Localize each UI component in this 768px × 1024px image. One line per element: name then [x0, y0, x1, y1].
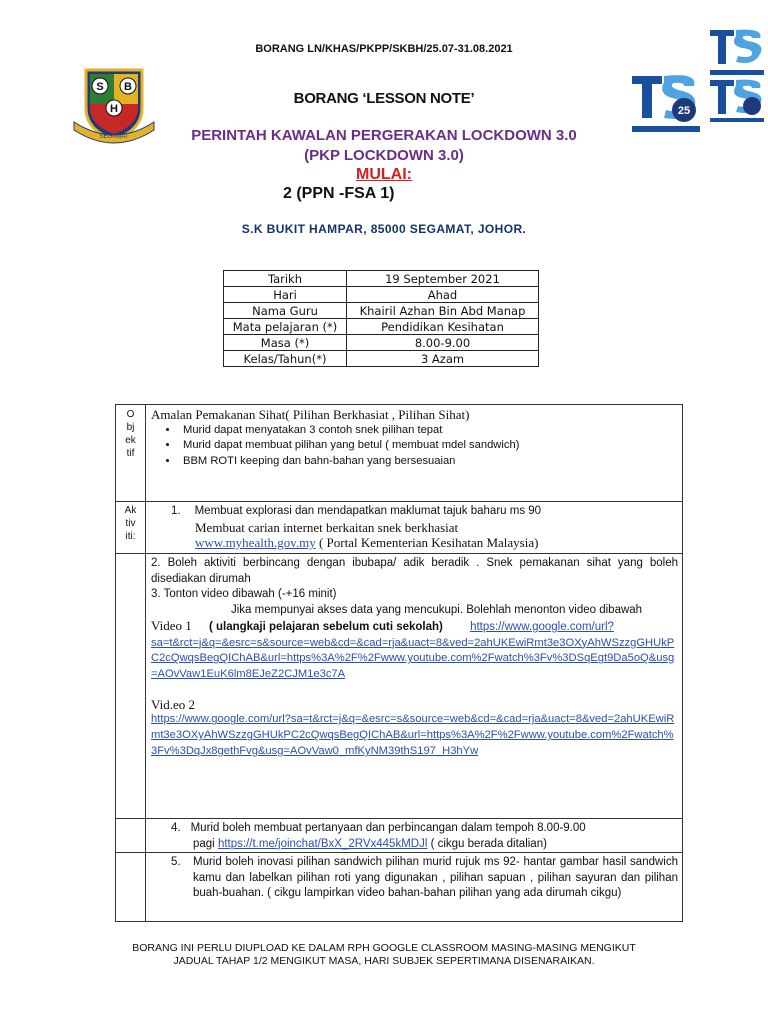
item-number: 1.: [171, 505, 181, 517]
form-title: BORANG ‘LESSON NOTE’: [293, 90, 475, 107]
telegram-link-note: ( cikgu berada ditalian): [427, 837, 547, 850]
info-value: 19 September 2021: [347, 271, 539, 287]
aktiviti-item-5-row: [116, 853, 682, 921]
aktiviti-videos-row: [116, 554, 682, 819]
item-4-pagi: pagi: [193, 837, 215, 850]
pkp-title: PERINTAH KAWALAN PERGERAKAN LOCKDOWN 3.0: [191, 127, 577, 144]
pkp-subtitle: (PKP LOCKDOWN 3.0): [304, 147, 464, 164]
label-line: Ak: [124, 505, 137, 516]
info-value: 8.00-9.00: [347, 335, 539, 351]
ts25-logo-secondary: [706, 24, 768, 124]
video-1-link-start[interactable]: https://www.google.com/url?: [470, 621, 614, 633]
empty-label-cell: [116, 554, 146, 818]
item-number: 5.: [171, 856, 181, 868]
aktiviti-item-3: 3. Tonton video dibawah (-+16 minit): [151, 588, 337, 600]
table-row: [224, 351, 539, 367]
info-key: Nama Guru: [224, 303, 347, 319]
ts25-number: 25: [677, 105, 691, 117]
objektif-label: [116, 405, 146, 501]
aktiviti-item-4-row: [116, 819, 682, 853]
mulai-label: [0, 166, 768, 184]
info-key: Mata pelajaran (*): [224, 319, 347, 335]
label-line: iti:: [125, 531, 136, 542]
aktiviti-row: [116, 502, 682, 554]
info-key: Masa (*): [224, 335, 347, 351]
crest-letter-b: B: [124, 81, 132, 93]
footer-line-1: BORANG INI PERLU DIUPLOAD KE DALAM RPH GOOGLE CLASSROOM MASING-MASING MENGIKUT: [132, 942, 636, 954]
aktiviti-item-1: Membuat explorasi dan mendapatkan maklumat tajuk baharu ms 90: [194, 505, 542, 517]
objektif-row: [116, 405, 682, 502]
video-2-label: Vid.eo 2: [151, 696, 195, 712]
lesson-info-table: [223, 270, 539, 367]
list-item: • BBM ROTI keeping dan bahn-bahan yang bersesuaian: [179, 454, 678, 470]
aktiviti-item-3-note: Jika mempunyai akses data yang mencukupi. Bolehlah menonton video dibawah: [231, 603, 643, 616]
label-line: O: [126, 409, 135, 420]
objektif-list: [151, 423, 678, 470]
crest-banner-text: SEGAMAT: [99, 134, 129, 140]
info-value: Ahad: [347, 287, 539, 303]
table-row: [224, 271, 539, 287]
school-address: S.K BUKIT HAMPAR, 85000 SEGAMAT, JOHOR.: [241, 222, 527, 236]
item-number: 4.: [171, 822, 181, 834]
info-value: Khairil Azhan Bin Abd Manap: [347, 303, 539, 319]
label-line: tiv: [125, 518, 136, 529]
info-key: Tarikh: [224, 271, 347, 287]
footer-note: [0, 942, 768, 967]
video-2-link[interactable]: https://www.google.com/url?sa=t&rct=j&q=&esrc=s&source=web&cd=&cad=rja&uact=8&ved=2ahUKEwiRmt3e3OXyAhWSzzgGHUkPC2cQwqsBegQIChAB&url=https%3A%2F%2Fwww.youtube.com%2Fwatch%3Fv%3DqJx8gethFvg&usg=AOvVaw0_mfKyNM39thS197_H3hYw: [151, 713, 675, 757]
list-item: • Murid dapat menyatakan 3 contoh snek pilihan tepat: [179, 423, 678, 439]
table-row: [224, 287, 539, 303]
table-row: [224, 335, 539, 351]
objektif-heading: Amalan Pemakanan Sihat( Pilihan Berkhasiat , Pilihan Sihat): [151, 407, 470, 422]
ppn-label: 2 (PPN -FSA 1): [283, 185, 395, 202]
aktiviti-item-1-search: Membuat carian internet berkaitan snek berkhasiat: [195, 519, 459, 535]
myhealth-link-note: ( Portal Kementerian Kesihatan Malaysia): [315, 535, 539, 550]
form-reference: BORANG LN/KHAS/PKPP/SKBH/25.07-31.08.2021: [255, 43, 513, 55]
aktiviti-label: [116, 502, 146, 553]
crest-letter-s: S: [96, 81, 104, 93]
video-1-label: Video 1: [151, 618, 192, 633]
video-1-link[interactable]: sa=t&rct=j&q=&esrc=s&source=web&cd=&cad=rja&uact=8&ved=2ahUKEwiRmt3e3OXyAhWSzzgGHUkPC2cQwqsBegQIChAB&url=https%3A%2F%2Fwww.youtube.com%2Fwatch%3Fv%3DSqEgt9Da5oQ&usg=AOvVaw1EuK6lm8EJeZ2CJM1e3c7A: [151, 636, 675, 681]
telegram-link[interactable]: https://t.me/joinchat/BxX_2RVx445kMDJl: [217, 837, 428, 850]
lesson-content-table: [115, 404, 683, 922]
crest-letter-h: H: [110, 103, 118, 115]
table-row: [224, 319, 539, 335]
info-key: Kelas/Tahun(*): [224, 351, 347, 367]
label-line: ek: [125, 435, 136, 446]
myhealth-link[interactable]: www.myhealth.gov.my: [195, 535, 316, 550]
info-key: Hari: [224, 287, 347, 303]
label-line: bj: [126, 422, 135, 433]
info-value: 3 Azam: [347, 351, 539, 367]
info-value: Pendidikan Kesihatan: [347, 319, 539, 335]
list-item: • Murid dapat membuat pilihan yang betul ( membuat mdel sandwich): [179, 438, 678, 454]
empty-label-cell: [116, 819, 146, 852]
mulai-text: MULAI:: [356, 166, 412, 183]
table-row: [224, 303, 539, 319]
aktiviti-item-4: Murid boleh membuat pertanyaan dan perbincangan dalam tempoh 8.00-9.00: [190, 822, 586, 834]
footer-line-2: JADUAL TAHAP 1/2 MENGIKUT MASA, HARI SUBJEK SEPERTIMANA DISENARAIKAN.: [173, 954, 595, 967]
empty-label-cell: [116, 853, 146, 921]
video-1-note: ( ulangkaji pelajaran sebelum cuti sekolah): [208, 621, 443, 633]
label-line: tif: [126, 448, 135, 459]
aktiviti-item-5: Murid boleh inovasi pilihan sandwich pilihan murid rujuk ms 92- hantar gambar hasil sandwich kamu dan labelkan pilihan roti yang digunakan , pilihan sapuan , pilihan sayuran dan pilihan buah-buahan. ( cikgu lampirkan video bahan-bahan pilihan yang ada dirumah cikgu): [193, 856, 678, 899]
aktiviti-item-2: 2. Boleh aktiviti berbincang dengan ibubapa/ adik beradik . Snek pemakanan sihat yang boleh disediakan dirumah: [151, 557, 678, 585]
